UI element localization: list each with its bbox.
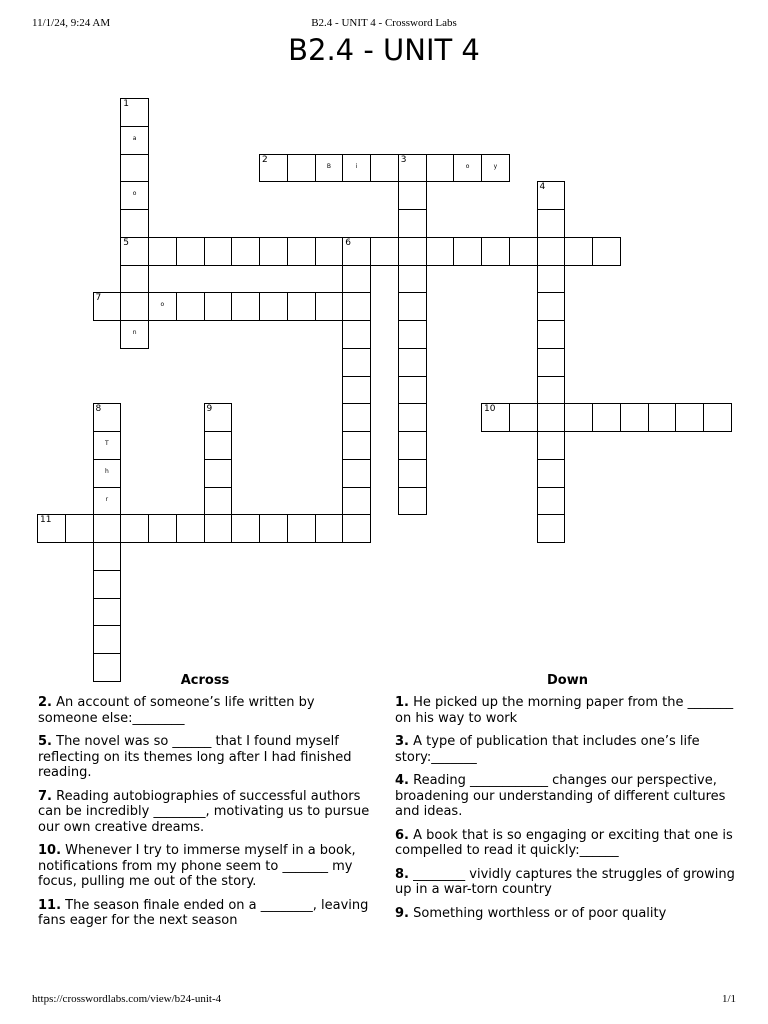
clue-number: 9 xyxy=(206,404,213,415)
crossword-cell[interactable] xyxy=(398,181,427,210)
crossword-cell[interactable] xyxy=(370,154,399,183)
crossword-cell[interactable] xyxy=(342,487,371,516)
crossword-cell[interactable] xyxy=(93,598,122,627)
crossword-cell[interactable] xyxy=(93,431,122,460)
crossword-cell[interactable] xyxy=(204,403,233,432)
crossword-cell[interactable] xyxy=(564,403,593,432)
clue-number: 2 xyxy=(262,154,268,165)
crossword-cell[interactable] xyxy=(287,154,316,183)
crossword-cell[interactable] xyxy=(509,403,538,432)
crossword-cell[interactable] xyxy=(370,237,399,266)
crossword-cell[interactable] xyxy=(537,431,566,460)
crossword-cell[interactable] xyxy=(537,181,566,210)
clue-across-11: 11. The season finale ended on a ________, leaving fans eager for the next season xyxy=(38,897,369,928)
crossword-cell[interactable] xyxy=(481,237,510,266)
crossword-cell[interactable] xyxy=(537,292,566,321)
crossword-cell[interactable] xyxy=(398,237,427,266)
clue-number: 8 xyxy=(95,404,102,415)
crossword-cell[interactable] xyxy=(620,403,649,432)
crossword-cell[interactable] xyxy=(537,348,566,377)
crossword-cell[interactable] xyxy=(204,431,233,460)
crossword-cell[interactable] xyxy=(398,376,427,405)
clue-number: 11 xyxy=(40,515,52,526)
cell-letter: o xyxy=(160,301,165,309)
clue-number: 6 xyxy=(345,237,351,248)
clue-down-6: 6. A book that is so engaging or exciting that one is compelled to read it quickly:______ xyxy=(395,827,733,858)
crossword-cell[interactable] xyxy=(93,625,122,654)
cell-letter: o xyxy=(465,162,470,170)
cell-letter: h xyxy=(104,467,109,475)
crossword-cell[interactable] xyxy=(398,459,427,488)
crossword-cell[interactable] xyxy=(426,237,455,266)
crossword-cell[interactable] xyxy=(509,237,538,266)
cell-letter: y xyxy=(493,162,498,170)
crossword-cell[interactable] xyxy=(675,403,704,432)
crossword-cell[interactable] xyxy=(231,514,260,543)
crossword-cell[interactable] xyxy=(342,320,371,349)
crossword-cell[interactable] xyxy=(176,292,205,321)
crossword-cell[interactable] xyxy=(342,265,371,294)
clue-across-5: 5. The novel was so ______ that I found myself reflecting on its themes long after I had finished reading. xyxy=(38,734,352,780)
crossword-cell[interactable] xyxy=(537,487,566,516)
crossword-cell[interactable] xyxy=(148,514,177,543)
crossword-cell[interactable] xyxy=(93,487,122,516)
print-datetime: 11/1/24, 9:24 AM xyxy=(32,17,111,29)
crossword-cell[interactable] xyxy=(93,542,122,571)
cell-letter: n xyxy=(132,329,137,336)
crossword-cell[interactable] xyxy=(398,431,427,460)
crossword-cell[interactable] xyxy=(342,459,371,488)
crossword-cell[interactable] xyxy=(398,265,427,294)
crossword-cell[interactable] xyxy=(120,126,149,155)
crossword-cell[interactable] xyxy=(204,487,233,516)
crossword-cell[interactable] xyxy=(148,292,177,321)
crossword-cell[interactable] xyxy=(481,154,510,183)
crossword-cell[interactable] xyxy=(398,348,427,377)
crossword-cell[interactable] xyxy=(342,514,371,543)
crossword-cell[interactable] xyxy=(120,292,149,321)
crossword-cell[interactable] xyxy=(703,403,732,432)
crossword-cell[interactable] xyxy=(287,292,316,321)
clue-number: 7 xyxy=(95,293,102,304)
clue-number: 3 xyxy=(400,154,407,165)
crossword-cell[interactable] xyxy=(204,514,233,543)
crossword-cell[interactable] xyxy=(93,514,122,543)
crossword-cell[interactable] xyxy=(204,292,233,321)
print-page-title: B2.4 - UNIT 4 - Crossword Labs xyxy=(311,17,457,29)
crossword-cell[interactable] xyxy=(120,265,149,294)
crossword-cell[interactable] xyxy=(537,320,566,349)
crossword-cell[interactable] xyxy=(37,514,66,543)
crossword-cell[interactable] xyxy=(537,209,566,238)
clue-down-3: 3. A type of publication that includes one’s life story:_______ xyxy=(395,734,700,765)
crossword-cell[interactable] xyxy=(120,181,149,210)
cell-letter: o xyxy=(132,190,137,198)
crossword-cell[interactable] xyxy=(537,376,566,405)
crossword-cell[interactable] xyxy=(342,431,371,460)
crossword-cell[interactable] xyxy=(259,514,288,543)
crossword-cell[interactable] xyxy=(120,154,149,183)
crossword-cell[interactable] xyxy=(481,403,510,432)
print-url: https://crosswordlabs.com/view/b24-unit-4 xyxy=(32,993,222,1005)
crossword-cell[interactable] xyxy=(120,514,149,543)
crossword-cell[interactable] xyxy=(592,237,621,266)
clue-number: 5 xyxy=(123,237,129,248)
crossword-cell[interactable] xyxy=(93,292,122,321)
crossword-cell[interactable] xyxy=(342,348,371,377)
page-title: B2.4 - UNIT 4 xyxy=(288,33,480,67)
crossword-cell[interactable] xyxy=(592,403,621,432)
clue-number: 1 xyxy=(123,99,129,109)
crossword-cell[interactable] xyxy=(259,154,288,183)
down-heading: Down xyxy=(547,673,588,688)
crossword-cell[interactable] xyxy=(259,292,288,321)
clue-down-8: 8. ________ vividly captures the struggles of growing up in a war-torn country xyxy=(395,866,735,897)
crossword-cell[interactable] xyxy=(537,265,566,294)
crossword-cell[interactable] xyxy=(398,154,427,183)
crossword-cell[interactable] xyxy=(453,154,482,183)
clue-number: 4 xyxy=(539,182,546,193)
crossword-cell[interactable] xyxy=(342,376,371,405)
crossword-cell[interactable] xyxy=(342,403,371,432)
cell-letter: i xyxy=(355,162,358,170)
crossword-cell[interactable] xyxy=(398,403,427,432)
crossword-cell[interactable] xyxy=(231,237,260,266)
clue-number: 10 xyxy=(484,404,496,415)
crossword-cell[interactable] xyxy=(287,514,316,543)
crossword-cell[interactable] xyxy=(287,237,316,266)
clue-down-4: 4. Reading ____________ changes our perspective, broadening our understanding of different cultures and ideas. xyxy=(395,773,726,819)
across-heading: Across xyxy=(180,673,230,688)
crossword-cell[interactable] xyxy=(564,237,593,266)
crossword-cell[interactable] xyxy=(537,514,566,543)
clue-across-2: 2. An account of someone’s life written by someone else:________ xyxy=(38,695,315,726)
crossword-cell[interactable] xyxy=(342,154,371,183)
clue-across-7: 7. Reading autobiographies of successful authors can be incredibly ________, motivating us to pursue our own creative dreams. xyxy=(38,788,370,835)
crossword-cell[interactable] xyxy=(204,459,233,488)
crossword-cell[interactable] xyxy=(315,514,344,543)
down-clues xyxy=(395,673,740,929)
crossword-cell[interactable] xyxy=(315,154,344,183)
crossword-cell[interactable] xyxy=(342,292,371,321)
cell-letter: B xyxy=(326,162,331,170)
across-clues xyxy=(38,673,372,937)
crossword-cell[interactable] xyxy=(537,237,566,266)
crossword-cell[interactable] xyxy=(648,403,677,432)
crossword-cell[interactable] xyxy=(93,403,122,432)
crossword-cell[interactable] xyxy=(93,570,122,599)
crossword-cell[interactable] xyxy=(120,237,149,266)
cell-letter: r xyxy=(105,495,109,503)
crossword-cell[interactable] xyxy=(398,487,427,516)
crossword-cell[interactable] xyxy=(398,320,427,349)
crossword-cell[interactable] xyxy=(176,237,205,266)
crossword-cell[interactable] xyxy=(176,514,205,543)
clue-down-9: 9. Something worthless or of poor quality xyxy=(395,905,667,921)
crossword-cell[interactable] xyxy=(315,292,344,321)
crossword-cell[interactable] xyxy=(148,237,177,266)
crossword-cell[interactable] xyxy=(453,237,482,266)
crossword-cell[interactable] xyxy=(259,237,288,266)
clue-across-10: 10. Whenever I try to immerse myself in a book, notifications from my phone seem to _______ my focus, pulling me out of the story. xyxy=(38,843,356,889)
crossword-cell[interactable] xyxy=(398,209,427,238)
clue-down-1: 1. He picked up the morning paper from the _______ on his way to work xyxy=(395,695,734,726)
cell-letter: a xyxy=(132,134,137,142)
cell-letter: T xyxy=(105,440,109,447)
crossword-cell[interactable] xyxy=(537,459,566,488)
crossword-cell[interactable] xyxy=(120,209,149,238)
crossword-cell[interactable] xyxy=(426,154,455,183)
crossword-cell[interactable] xyxy=(65,514,94,543)
crossword-cell[interactable] xyxy=(204,237,233,266)
crossword-cell[interactable] xyxy=(93,459,122,488)
crossword-cell[interactable] xyxy=(315,237,344,266)
print-page-number: 1/1 xyxy=(721,993,736,1005)
crossword-cell[interactable] xyxy=(342,237,371,266)
crossword-cell[interactable] xyxy=(537,403,566,432)
crossword-cell[interactable] xyxy=(120,98,149,127)
crossword-cell[interactable] xyxy=(120,320,149,349)
crossword-cell[interactable] xyxy=(398,292,427,321)
crossword-cell[interactable] xyxy=(231,292,260,321)
